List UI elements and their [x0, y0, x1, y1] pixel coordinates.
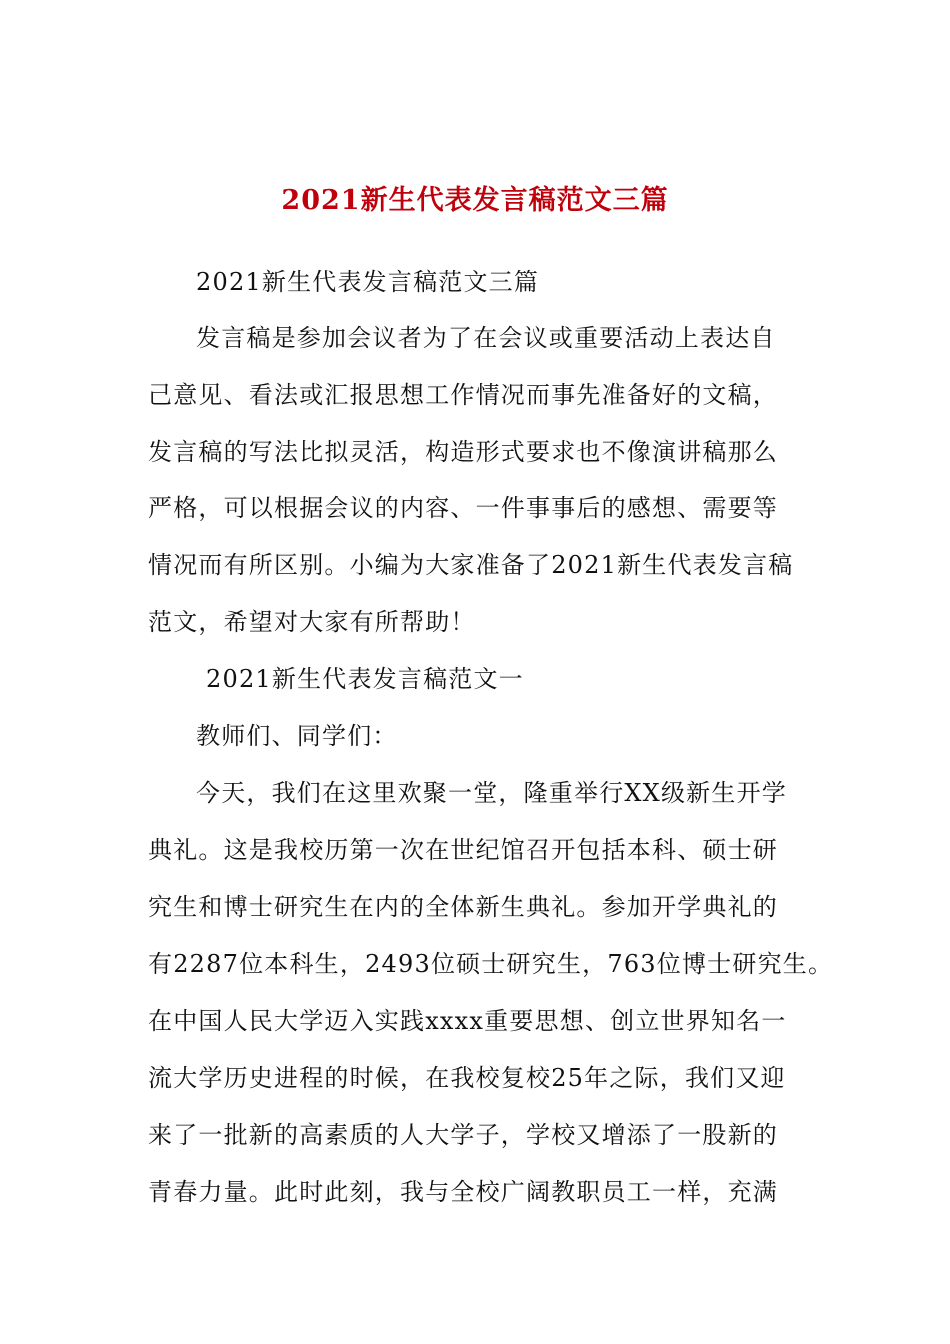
paragraph-line: 有2287位本科生，2493位硕士研究生，763位博士研究生。 [148, 950, 834, 978]
paragraph-line: 情况而有所区别。小编为大家准备了2021新生代表发言稿 [148, 551, 794, 579]
paragraph-line: 发言稿是参加会议者为了在会议或重要活动上表达自 [196, 324, 776, 352]
paragraph-line: 严格，可以根据会议的内容、一件事事后的感想、需要等 [148, 494, 778, 522]
paragraph-line: 发言稿的写法比拟灵活，构造形式要求也不像演讲稿那么 [148, 438, 778, 466]
paragraph-line: 流大学历史进程的时候，在我校复校25年之际，我们又迎 [148, 1064, 786, 1092]
paragraph-line: 在中国人民大学迈入实践xxxx重要思想、创立世界知名一 [148, 1007, 787, 1035]
subtitle-line: 2021新生代表发言稿范文三篇 [196, 268, 540, 296]
paragraph-line: 范文，希望对大家有所帮助！ [148, 608, 476, 636]
paragraph-line: 己意见、看法或汇报思想工作情况而事先准备好的文稿， [148, 381, 778, 409]
section-heading: 2021新生代表发言稿范文一 [206, 665, 524, 693]
paragraph-line: 典礼。这是我校历第一次在世纪馆召开包括本科、硕士研 [148, 836, 778, 864]
paragraph-line: 青春力量。此时此刻，我与全校广阔教职员工一样，充满 [148, 1178, 778, 1206]
paragraph-line: 来了一批新的高素质的人大学子，学校又增添了一股新的 [148, 1121, 778, 1149]
paragraph-line: 今天，我们在这里欢聚一堂，隆重举行XX级新生开学 [196, 779, 787, 807]
paragraph-line: 究生和博士研究生在内的全体新生典礼。参加开学典礼的 [148, 893, 778, 921]
document-title: 2021新生代表发言稿范文三篇 [281, 185, 669, 216]
salutation-line: 教师们、同学们： [196, 722, 398, 750]
